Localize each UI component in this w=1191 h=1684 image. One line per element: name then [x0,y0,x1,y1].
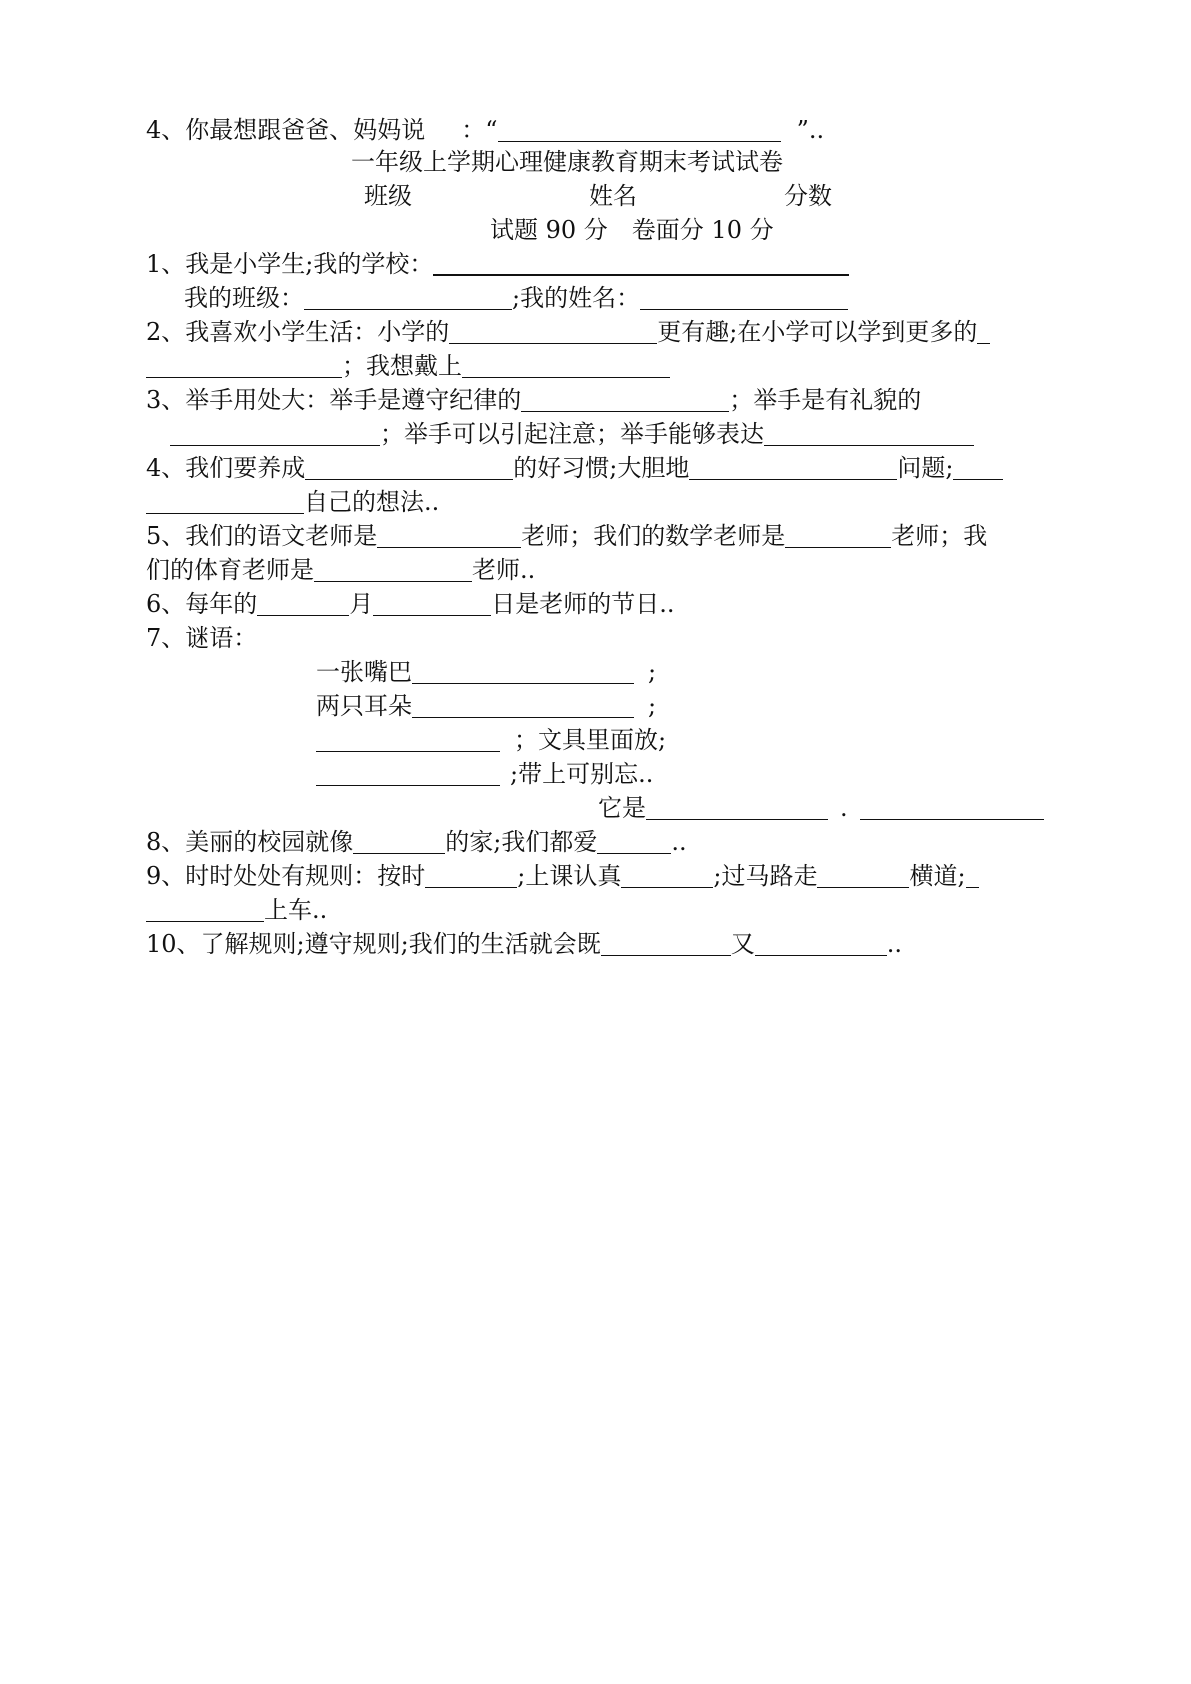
chinese-teacher-blank[interactable] [377,525,521,548]
q3-blank-2[interactable] [170,423,380,446]
q4-blank-4[interactable] [146,491,304,514]
riddle-answer-blank-1[interactable] [646,797,828,820]
q3-blank-1[interactable] [521,389,729,412]
school-blank[interactable] [433,252,849,276]
question-1-line-1: 1、我是小学生;我的学校： [146,249,849,279]
q2-blank-1[interactable] [449,321,657,344]
top-question-4 [146,115,824,145]
riddle-answer: 它是 . [598,793,1044,823]
class-blank[interactable] [304,287,512,310]
name-blank[interactable] [640,287,848,310]
question-2-line-2: ；我想戴上 [146,351,670,381]
q4-blank-1[interactable] [305,457,513,480]
riddle-line-1: 一张嘴巴 ; [316,658,657,686]
q2-blank-2[interactable] [977,321,990,344]
question-9-line-1: 9、时时处处有规则：按时 ;上课认真 ;过马路走 横道; [146,861,979,891]
riddle-line-4: ;带上可别忘.. [316,759,653,789]
q9-blank-2[interactable] [621,865,713,888]
month-blank[interactable] [257,593,349,616]
riddle-answer-blank-2[interactable] [860,797,1044,820]
q2-blank-3[interactable] [146,355,342,378]
riddle-line-3: ；文具里面放; [316,725,666,755]
question-text: 4、你最想跟爸爸、妈妈说 [146,116,426,144]
math-teacher-blank[interactable] [785,525,891,548]
q3-blank-3[interactable] [764,423,974,446]
day-blank[interactable] [373,593,491,616]
answer-blank[interactable] [498,119,781,142]
exam-title: 一年级上学期心理健康教育期末考试试卷 [351,148,783,176]
riddle-blank-1[interactable] [412,661,634,684]
q9-blank-1[interactable] [425,865,517,888]
question-5-line-2: 们的体育老师是 老师.. [146,556,536,584]
q8-blank-1[interactable] [353,831,445,854]
q10-blank-2[interactable] [755,933,887,956]
question-8: 8、美丽的校园就像 的家;我们都爱 .. [146,828,687,856]
question-5-line-1: 5、我们的语文老师是 老师；我们的数学老师是 老师；我 [146,522,988,550]
q4-blank-2[interactable] [689,457,897,480]
riddle-blank-2[interactable] [412,695,634,718]
question-6: 6、每年的 月 日是老师的节日.. [146,590,675,618]
q8-blank-2[interactable] [597,831,671,854]
q9-blank-5[interactable] [146,899,264,922]
q2-blank-4[interactable] [462,355,670,378]
question-4-line-1: 4、我们要养成 的好习惯;大胆地 问题; [146,453,1003,483]
score-label: 分数 [784,182,832,210]
question-3-line-1: 3、举手用处大：举手是遵守纪律的 ；举手是有礼貌的 [146,386,922,414]
score-note: 试题 90 分 卷面分 10 分 [490,216,774,244]
riddle-line-2: 两只耳朵 ; [316,692,657,720]
name-label: 姓名 [589,182,637,210]
end-quote: ”.. [796,116,825,144]
riddle-blank-4[interactable] [316,763,500,786]
q9-blank-3[interactable] [817,865,909,888]
q10-blank-1[interactable] [601,933,731,956]
q9-blank-4[interactable] [966,865,979,888]
pe-teacher-blank[interactable] [314,559,472,582]
question-7-title: 7、谜语： [146,624,258,652]
colon-quote: ：“ [461,116,498,144]
question-3-line-2: ；举手可以引起注意；举手能够表达 [170,419,974,449]
question-10: 10、了解规则;遵守规则;我们的生活就会既 又 .. [146,930,902,958]
riddle-blank-3[interactable] [316,729,500,752]
question-2-line-1: 2、我喜欢小学生活：小学的 更有趣;在小学可以学到更多的 [146,317,990,347]
question-9-line-2: 上车.. [146,895,327,925]
question-4-line-2: 自己的想法.. [146,487,439,517]
question-1-line-2: 我的班级： ;我的姓名： [184,283,848,313]
q4-blank-3[interactable] [953,457,1003,480]
class-label: 班级 [364,182,412,210]
